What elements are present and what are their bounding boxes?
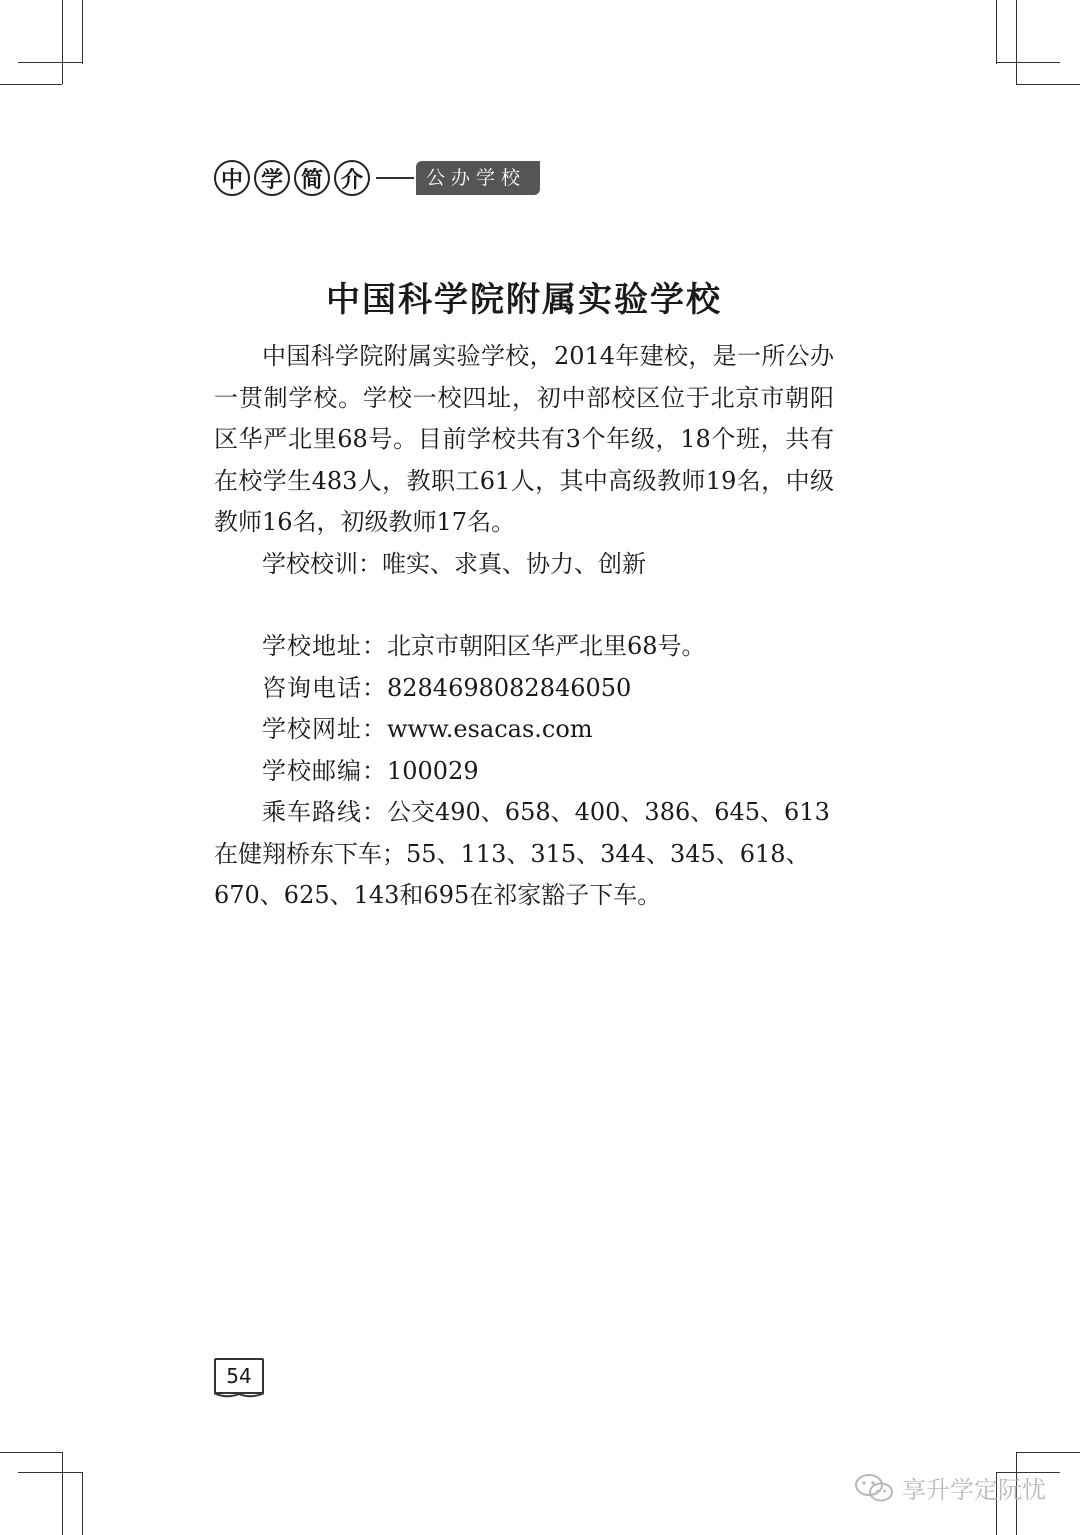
header-circle-char: 简: [294, 160, 330, 196]
school-title: 中国科学院附属实验学校: [326, 280, 722, 320]
info-label: 咨询电话：: [262, 673, 387, 702]
crop-mark: [1016, 0, 1017, 84]
info-value: 北京市朝阳区华严北里68号。: [387, 632, 706, 660]
crop-mark: [62, 0, 63, 84]
crop-mark: [18, 1472, 82, 1473]
crop-mark: [0, 84, 62, 85]
header-circle-char: 介: [334, 160, 370, 196]
section-header: [214, 157, 540, 199]
info-value: 8284698082846050: [387, 673, 632, 702]
header-circle-char: 中: [214, 160, 250, 196]
wechat-icon: [854, 1472, 894, 1504]
info-value: 公交490、658、400、386、645、613在健翔桥东下车；55、113、315、344、345、618、670、625、143和695在祁家豁子下车。: [214, 798, 830, 909]
info-label: 学校地址：: [262, 632, 387, 660]
crop-mark: [996, 62, 1060, 63]
info-label: 乘车路线：: [262, 798, 387, 826]
crop-mark: [0, 1452, 62, 1453]
info-value: www.esacas.com: [387, 715, 593, 743]
page-number: 54: [214, 1358, 264, 1394]
motto-paragraph: 学校校训：唯实、求真、协力、创新: [262, 550, 646, 578]
info-label: 学校网址：: [262, 715, 387, 743]
info-label: 学校邮编：: [262, 756, 387, 785]
info-row-transit: [214, 792, 834, 917]
crop-mark: [82, 1472, 83, 1535]
intro-paragraph: 中国科学院附属实验学校，2014年建校，是一所公办一贯制学校。学校一校四址，初中部校区位于北京市朝阳区华严北里68号。目前学校共有3个年级，18个班，共有在校学生483人，教职工61人，其中高级教师19名，中级教师16名，初级教师17名。: [214, 342, 834, 536]
watermark-text: 享升学定阮忧: [902, 1476, 1046, 1504]
crop-mark: [18, 62, 82, 63]
crop-mark: [1016, 1452, 1080, 1453]
contact-info: [214, 626, 834, 917]
info-row-website: [214, 709, 834, 751]
crop-mark: [1016, 84, 1080, 85]
crop-mark: [82, 0, 83, 64]
info-row-postcode: [214, 751, 834, 793]
category-tag: 公办学校: [416, 161, 540, 195]
info-row-address: [214, 626, 834, 668]
watermark: [854, 1470, 1046, 1505]
header-connector: [376, 177, 414, 179]
header-circle-char: 学: [254, 160, 290, 196]
book-icon: [214, 1393, 264, 1399]
crop-mark: [996, 0, 997, 64]
crop-mark: [62, 1452, 63, 1535]
info-value: 100029: [387, 756, 479, 785]
info-row-phone: [214, 668, 834, 710]
